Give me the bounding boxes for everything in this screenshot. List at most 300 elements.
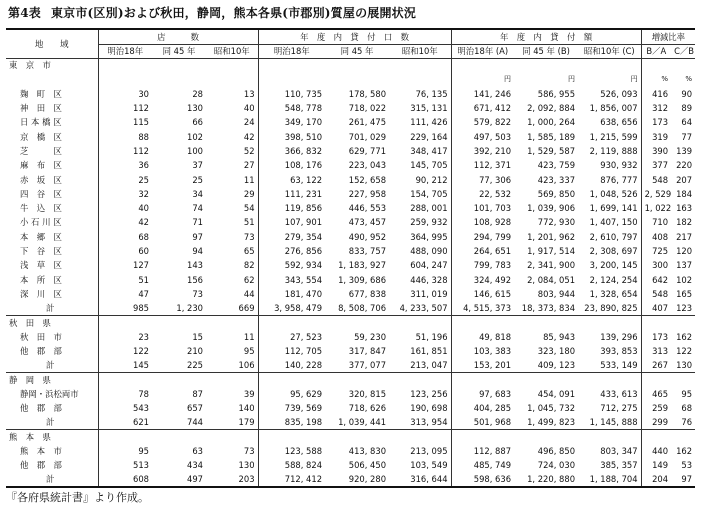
table-row — [6, 458, 695, 472]
value-cell: 364, 995 — [410, 231, 448, 242]
value-cell: 102 — [676, 274, 693, 285]
value-cell: 59, 230 — [354, 331, 387, 342]
value-cell: 36 — [98, 158, 152, 172]
value-cell: 165 — [676, 288, 693, 299]
value-cell: 51 — [98, 272, 152, 286]
value-cell: 404, 285 — [451, 401, 514, 415]
value-cell: 8, 508, 706 — [338, 302, 387, 313]
value-cell: 423, 337 — [537, 174, 576, 185]
value-cell: 701, 029 — [348, 131, 387, 142]
column-header: B／A — [641, 44, 671, 58]
table-row — [6, 230, 695, 244]
value-cell: 123, 256 — [410, 388, 448, 399]
value-cell — [206, 315, 258, 329]
value-cell — [98, 72, 152, 86]
value-cell — [671, 430, 695, 444]
column-header: 同 45 年 — [152, 44, 206, 58]
column-header: 明治18年 (A) — [451, 44, 514, 58]
value-cell — [98, 58, 152, 72]
value-cell: 73 — [192, 288, 203, 299]
region-cell: 秋 田 市 — [20, 331, 62, 342]
value-cell: 799, 783 — [451, 258, 514, 272]
value-cell — [641, 315, 671, 329]
value-cell: 40 — [98, 201, 152, 215]
value-cell: 122 — [98, 344, 152, 358]
table-row — [6, 187, 695, 201]
value-cell: 23 — [98, 330, 152, 344]
value-cell: 533, 149 — [600, 360, 638, 371]
column-header: 昭和10年 — [206, 44, 258, 58]
value-cell — [325, 373, 389, 387]
value-cell: 107, 901 — [258, 215, 325, 229]
region-cell: 小 石 川 区 — [20, 217, 62, 228]
value-cell: 27, 523 — [258, 330, 325, 344]
value-cell: 210 — [187, 346, 203, 357]
value-cell: 217 — [676, 231, 693, 242]
value-cell: 204 — [641, 473, 671, 487]
column-header: 明治18年 — [98, 44, 152, 58]
value-cell: 1, 917, 514 — [527, 246, 576, 256]
value-cell: 140 — [238, 403, 255, 414]
value-cell: 37 — [192, 160, 203, 171]
value-cell — [206, 58, 258, 72]
value-cell: 526, 093 — [600, 88, 638, 99]
value-cell: 161, 851 — [410, 346, 448, 357]
value-cell: 111, 426 — [410, 117, 448, 128]
value-cell — [325, 72, 389, 86]
value-cell — [578, 430, 641, 444]
value-cell: 744 — [187, 417, 203, 428]
value-cell — [389, 315, 451, 329]
value-cell: 66 — [192, 117, 203, 128]
value-cell: 543 — [98, 401, 152, 415]
value-cell: 393, 853 — [600, 346, 638, 357]
value-cell: 90, 212 — [415, 174, 448, 185]
value-cell: 2, 610, 797 — [589, 231, 638, 242]
value-cell — [389, 72, 451, 86]
table-row — [6, 444, 695, 458]
value-cell — [152, 72, 206, 86]
value-cell: 152, 658 — [348, 174, 387, 185]
value-cell: 40 — [243, 103, 255, 114]
value-cell: 407 — [641, 301, 671, 315]
table-row — [6, 158, 695, 172]
value-cell: 343, 554 — [258, 272, 325, 286]
table-row — [6, 258, 695, 272]
group-header-row — [6, 72, 695, 86]
value-cell: 497, 503 — [451, 129, 514, 143]
value-cell: 54 — [243, 203, 255, 214]
region-cell: 京 橋 区 — [20, 131, 62, 142]
value-cell: 930, 932 — [600, 160, 638, 171]
value-cell — [258, 315, 325, 329]
value-cell: 642 — [641, 272, 671, 286]
value-cell: 139 — [676, 145, 693, 156]
value-cell: 772, 930 — [537, 217, 576, 228]
region-cell: 芝 区 — [20, 145, 62, 156]
region-cell: 静岡・浜松両市 — [20, 388, 79, 399]
value-cell: 1, 856, 007 — [589, 103, 638, 114]
value-cell: 71 — [192, 217, 203, 228]
value-cell: 496, 850 — [537, 446, 576, 457]
value-cell: 119, 856 — [258, 201, 325, 215]
region-cell: 計 — [6, 473, 98, 487]
value-cell: 446, 553 — [348, 203, 387, 214]
value-cell — [325, 58, 389, 72]
value-cell: 657 — [187, 403, 203, 414]
column-header: 昭和10年 (C) — [578, 44, 641, 58]
value-cell: 423, 759 — [537, 160, 576, 171]
value-cell: 416 — [641, 87, 671, 101]
region-cell: 他 郡 部 — [20, 460, 62, 471]
value-cell: 90 — [681, 88, 693, 99]
value-cell: 349, 170 — [258, 115, 325, 129]
table-row — [6, 330, 695, 344]
value-cell — [389, 430, 451, 444]
value-cell — [641, 430, 671, 444]
value-cell: 390 — [641, 144, 671, 158]
value-cell: 97 — [671, 473, 695, 487]
value-cell: 712, 412 — [258, 473, 325, 487]
value-cell: 73 — [243, 446, 255, 457]
value-cell: 1, 039, 906 — [527, 203, 576, 214]
value-cell: 13 — [243, 88, 255, 99]
value-cell: 123 — [676, 302, 693, 313]
value-cell: 506, 450 — [348, 460, 387, 471]
value-cell: 259 — [641, 401, 671, 415]
region-cell: 本 郷 区 — [20, 231, 62, 242]
value-cell: 1, 328, 654 — [589, 288, 638, 299]
value-cell: 89 — [681, 103, 693, 114]
value-cell: 213, 047 — [410, 360, 448, 371]
value-cell: 294, 799 — [451, 230, 514, 244]
value-cell: 3, 200, 145 — [589, 260, 638, 271]
value-cell: 621 — [98, 415, 152, 429]
value-cell: 103, 549 — [410, 460, 448, 471]
value-cell: 95 — [681, 388, 693, 399]
table-row — [6, 287, 695, 301]
value-cell: 95 — [98, 444, 152, 458]
value-cell: 317, 847 — [348, 346, 387, 357]
value-cell: 27 — [243, 160, 255, 171]
value-cell: 181, 470 — [258, 287, 325, 301]
value-cell — [451, 58, 514, 72]
value-cell: 377 — [641, 158, 671, 172]
value-cell: 312 — [641, 101, 671, 115]
value-cell: 316, 644 — [389, 473, 451, 487]
value-cell: 586, 955 — [537, 88, 576, 99]
value-cell: 1, 048, 526 — [589, 188, 638, 199]
value-cell: 106 — [238, 360, 255, 371]
value-cell: 288, 001 — [410, 203, 448, 214]
value-cell: 392, 210 — [451, 144, 514, 158]
region-cell: 静 岡 県 — [6, 373, 98, 387]
value-cell: 1, 585, 189 — [527, 131, 576, 142]
value-cell: 267 — [641, 358, 671, 372]
value-cell: 153, 201 — [451, 358, 514, 372]
table-row — [6, 272, 695, 286]
total-row — [6, 301, 695, 315]
value-cell: 22, 532 — [451, 187, 514, 201]
value-cell — [451, 315, 514, 329]
value-cell: 548, 778 — [258, 101, 325, 115]
value-cell: 712, 275 — [600, 403, 638, 414]
value-cell: 74 — [192, 203, 203, 214]
group-header-row — [6, 430, 695, 444]
value-cell: 円 — [630, 75, 638, 84]
value-cell: 454, 091 — [537, 388, 576, 399]
value-cell — [578, 58, 641, 72]
table-row — [6, 101, 695, 115]
value-cell: 68 — [98, 230, 152, 244]
value-cell: 1, 183, 927 — [338, 260, 387, 271]
value-cell: 179 — [238, 417, 255, 428]
value-cell: 173 — [641, 330, 671, 344]
value-cell: 490, 952 — [348, 231, 387, 242]
value-cell: 1, 499, 823 — [527, 417, 576, 428]
value-cell: 261, 475 — [348, 117, 387, 128]
value-cell: 76, 135 — [415, 88, 448, 99]
value-cell: 548 — [641, 287, 671, 301]
value-cell: 1, 039, 441 — [338, 417, 387, 428]
value-cell: 1, 145, 888 — [589, 417, 638, 428]
value-cell: 408 — [641, 230, 671, 244]
group-header-stores: 店 数 — [98, 29, 258, 44]
value-cell: 2, 341, 900 — [527, 260, 576, 271]
value-cell: 173 — [641, 115, 671, 129]
value-cell: 円 — [568, 75, 576, 84]
group-header-row — [6, 373, 695, 387]
value-cell: 112, 887 — [451, 444, 514, 458]
value-cell: 140, 228 — [258, 358, 325, 372]
value-cell: 1, 000, 264 — [527, 117, 576, 128]
value-cell: 488, 090 — [410, 246, 448, 256]
table-row — [6, 87, 695, 101]
value-cell: 122 — [676, 346, 693, 357]
value-cell: 65 — [243, 246, 255, 256]
value-cell: 513 — [98, 458, 152, 472]
value-cell: 100 — [187, 145, 203, 156]
table-row — [6, 344, 695, 358]
table-number: 第4表 — [8, 6, 41, 20]
region-cell: 計 — [46, 302, 55, 313]
value-cell: 313 — [641, 344, 671, 358]
value-cell: 184 — [676, 188, 693, 199]
value-cell: 182 — [676, 217, 693, 228]
column-header: C／B — [671, 44, 695, 58]
value-cell: 1, 201, 962 — [527, 231, 576, 242]
value-cell: 2, 529 — [641, 187, 671, 201]
value-cell: 47 — [98, 287, 152, 301]
value-cell: 143 — [187, 260, 203, 271]
value-cell: 162 — [676, 331, 693, 342]
value-cell: 4, 233, 507 — [399, 302, 448, 313]
value-cell: 1, 022 — [641, 201, 671, 215]
value-cell: 123, 588 — [258, 444, 325, 458]
value-cell: 225 — [187, 360, 203, 371]
value-cell: 101, 703 — [451, 201, 514, 215]
region-cell: 本 所 区 — [20, 274, 62, 285]
group-header-loan-amount: 年 度 内 貸 付 額 — [451, 29, 641, 44]
value-cell: 320, 815 — [348, 388, 387, 399]
value-cell — [389, 373, 451, 387]
value-cell: 1, 215, 599 — [589, 131, 638, 142]
value-cell: 229, 164 — [410, 131, 448, 142]
region-cell — [6, 72, 98, 86]
value-cell: 279, 354 — [258, 230, 325, 244]
value-cell: 592, 934 — [258, 258, 325, 272]
value-cell: 76 — [681, 417, 693, 428]
value-cell — [578, 315, 641, 329]
table-row — [6, 401, 695, 415]
value-cell: 102 — [187, 131, 203, 142]
value-cell: 18, 373, 834 — [521, 302, 576, 313]
value-cell: 162 — [676, 446, 693, 457]
region-cell: 熊 本 県 — [6, 430, 98, 444]
region-cell: 赤 坂 区 — [20, 174, 62, 185]
value-cell: 53 — [681, 460, 693, 471]
value-cell: 671, 412 — [451, 101, 514, 115]
value-cell: 739, 569 — [258, 401, 325, 415]
table-row — [6, 201, 695, 215]
value-cell: 465 — [641, 387, 671, 401]
value-cell — [98, 373, 152, 387]
value-cell: 413, 830 — [348, 446, 387, 457]
value-cell — [325, 430, 389, 444]
value-cell: 63 — [192, 446, 203, 457]
table-row — [6, 172, 695, 186]
value-cell: 39 — [243, 388, 255, 399]
value-cell: 73 — [243, 231, 255, 242]
value-cell: 28 — [192, 88, 203, 99]
value-cell: 32 — [98, 187, 152, 201]
value-cell: 434 — [187, 460, 203, 471]
value-cell: 2, 092, 884 — [527, 103, 576, 114]
value-cell: 44 — [243, 288, 255, 299]
value-cell: 259, 932 — [410, 217, 448, 228]
value-cell: 77 — [681, 131, 693, 142]
value-cell — [152, 373, 206, 387]
value-cell: 127 — [98, 258, 152, 272]
value-cell — [578, 373, 641, 387]
value-cell — [514, 58, 578, 72]
value-cell: 15 — [192, 331, 203, 342]
value-cell: 110, 735 — [258, 87, 325, 101]
value-cell: 156 — [187, 274, 203, 285]
value-cell: 1, 230 — [176, 302, 203, 313]
value-cell: 11 — [243, 174, 255, 185]
column-header: 昭和10年 — [389, 44, 451, 58]
value-cell: 1, 220, 880 — [514, 473, 578, 487]
value-cell: 11 — [243, 331, 255, 342]
value-cell: 120 — [676, 246, 693, 256]
table-title-text: 東京市(区別)および秋田，静岡，熊本各県(市郡別)質屋の展開状況 — [50, 6, 417, 20]
value-cell: 324, 492 — [451, 272, 514, 286]
value-cell: 718, 626 — [348, 403, 387, 414]
value-cell: 130 — [238, 460, 255, 471]
value-cell: 52 — [243, 145, 255, 156]
value-cell — [98, 315, 152, 329]
value-cell: 803, 347 — [600, 446, 638, 457]
value-cell: 51, 196 — [415, 331, 448, 342]
value-cell: 207 — [676, 174, 693, 185]
table-row — [6, 144, 695, 158]
value-cell: 111, 231 — [258, 187, 325, 201]
value-cell: 115 — [98, 115, 152, 129]
data-table — [6, 28, 695, 488]
value-cell — [258, 430, 325, 444]
value-cell — [258, 58, 325, 72]
value-cell: 95, 629 — [258, 387, 325, 401]
value-cell: 154, 705 — [410, 188, 448, 199]
value-cell: 42 — [243, 131, 255, 142]
value-cell: 146, 615 — [451, 287, 514, 301]
table-title — [8, 4, 416, 21]
value-cell: 985 — [98, 301, 152, 315]
value-cell: 803, 944 — [537, 288, 576, 299]
value-cell: 130 — [187, 103, 203, 114]
column-header: 同 45 年 (B) — [514, 44, 578, 58]
value-cell: 398, 510 — [258, 129, 325, 143]
region-cell: 四 谷 区 — [20, 188, 62, 199]
value-cell: 60 — [98, 244, 152, 258]
value-cell: 835, 198 — [258, 415, 325, 429]
region-cell: 深 川 区 — [20, 288, 62, 299]
region-cell: 牛 込 区 — [20, 203, 62, 214]
value-cell: 42 — [98, 215, 152, 229]
value-cell — [671, 315, 695, 329]
value-cell — [641, 373, 671, 387]
value-cell: 178, 580 — [348, 88, 387, 99]
value-cell: 94 — [192, 246, 203, 256]
value-cell: 108, 176 — [258, 158, 325, 172]
value-cell: 4, 515, 373 — [451, 301, 514, 315]
value-cell: 2, 124, 254 — [589, 274, 638, 285]
value-cell: 1, 309, 686 — [338, 274, 387, 285]
value-cell — [152, 58, 206, 72]
value-cell: 34 — [192, 188, 203, 199]
table-row — [6, 115, 695, 129]
value-cell: 276, 856 — [258, 244, 325, 258]
region-cell: 神 田 区 — [20, 103, 62, 114]
value-cell: 137 — [676, 260, 693, 271]
value-cell: 145, 705 — [410, 160, 448, 171]
value-cell: 163 — [676, 203, 693, 214]
value-cell: 409, 123 — [537, 360, 576, 371]
value-cell — [206, 430, 258, 444]
value-cell: 3, 958, 479 — [258, 301, 325, 315]
value-cell: 588, 824 — [258, 458, 325, 472]
value-cell: 49, 818 — [451, 330, 514, 344]
group-header-row — [6, 58, 695, 72]
value-cell: 629, 771 — [348, 145, 387, 156]
value-cell: 264, 651 — [451, 244, 514, 258]
table-row — [6, 129, 695, 143]
value-cell: 108, 928 — [451, 215, 514, 229]
region-cell: 東 京 市 — [9, 60, 51, 71]
value-cell: 669 — [238, 302, 255, 313]
column-header: 同 45 年 — [325, 44, 389, 58]
value-cell: 604, 247 — [410, 260, 448, 271]
value-cell: 348, 417 — [410, 145, 448, 156]
value-cell — [98, 430, 152, 444]
value-cell: 82 — [243, 260, 255, 271]
value-cell: 112, 371 — [451, 158, 514, 172]
region-cell: 計 — [46, 417, 55, 428]
value-cell: 608 — [98, 473, 152, 487]
region-cell: 下 谷 区 — [20, 246, 62, 256]
value-cell: 85, 943 — [543, 331, 576, 342]
